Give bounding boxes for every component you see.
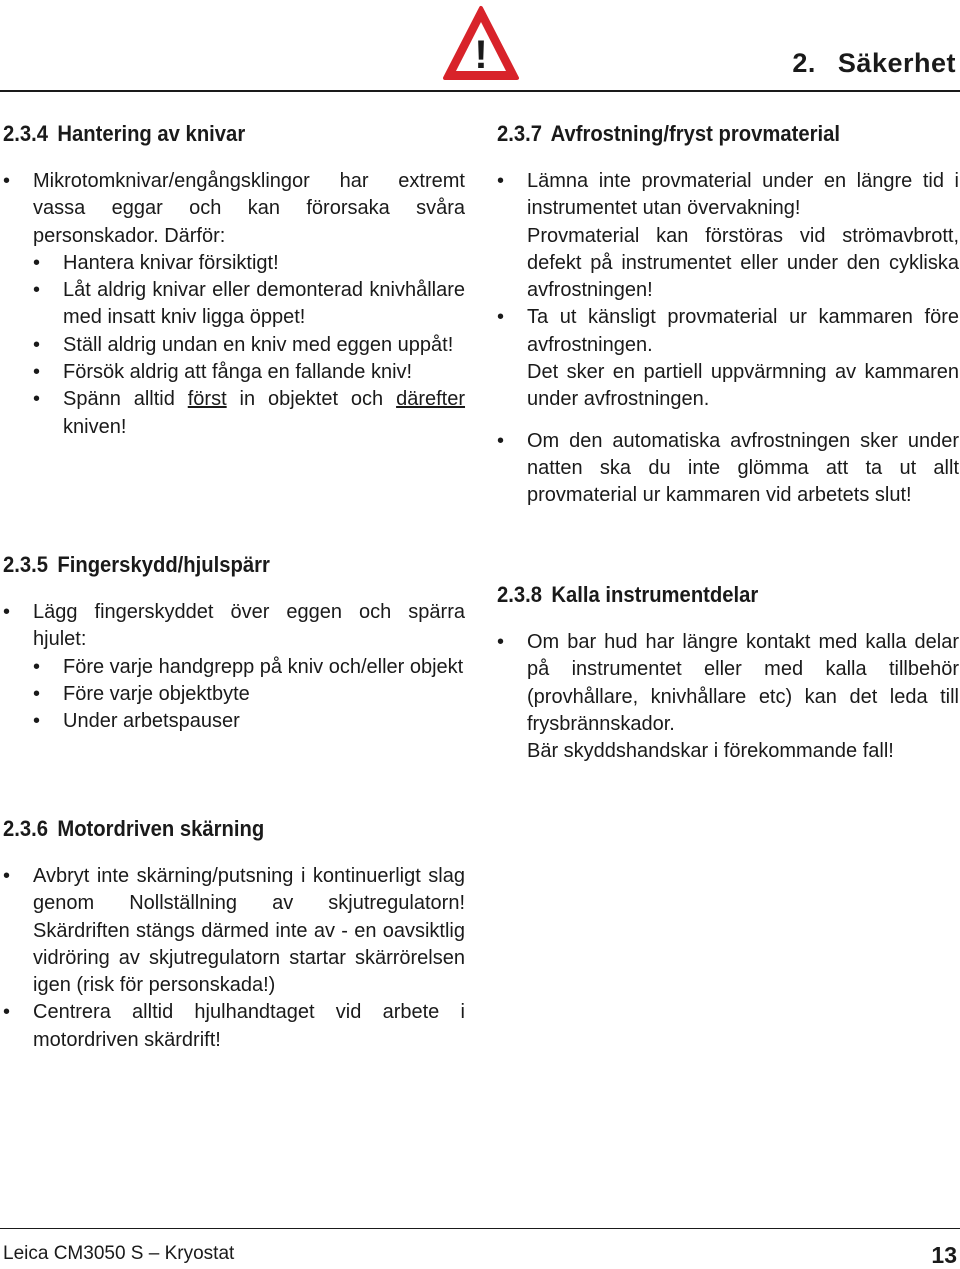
list-item: • Spänn alltid först in objektet och därefter kniven!	[33, 386, 465, 441]
section-finger-guard	[3, 551, 465, 735]
sub-bullet-list	[33, 250, 465, 441]
list-item: • Om bar hud har längre kontakt med kalla delar på instrumentet eller med kalla tillbehör (provhållare, knivhållare etc) kan det leda till frysbrännskador. Bär skyddshandskar i förekommande fall!	[497, 629, 959, 765]
bullet-list	[3, 168, 465, 441]
list-item: • Lägg fingerskyddet över eggen och spärra hjulet: • Före varje handgrepp på kniv och/eller objekt • Före varje objektbyte • Under arbetspauser	[3, 599, 465, 735]
list-item: • Låt aldrig knivar eller demonterad knivhållare med insatt kniv ligga öppet!	[33, 277, 465, 332]
list-item: • Lämna inte provmaterial under en längre tid i instrumentet utan övervakning! Provmaterial kan förstöras vid strömavbrott, defekt på instrumentet eller under den cykliska avfrostningen!	[497, 168, 959, 304]
list-item: • Under arbetspauser	[33, 708, 465, 735]
chapter-title: Säkerhet	[837, 48, 956, 78]
list-item: • Centrera alltid hjulhandtaget vid arbete i motordriven skärdrift!	[3, 999, 465, 1054]
section-heading: 2.3.7 Avfrostning/fryst provmaterial	[497, 121, 841, 146]
list-item: • Avbryt inte skärning/putsning i kontinuerligt slag genom Nollställning av skjutregulatorn! Skärdriften stängs därmed inte av - en oavsiktlig vidröring av skjutregulatorn startar skärrörelsen igen (risk för personskada!)	[3, 863, 465, 999]
chapter-heading	[792, 48, 956, 79]
section-cold-parts	[497, 581, 959, 765]
list-item: • Före varje objektbyte	[33, 681, 465, 708]
section-motor-cutting	[3, 815, 465, 1054]
warning-exclamation-mark: !	[474, 33, 488, 77]
list-item: • Hantera knivar försiktigt!	[33, 250, 465, 277]
bullet-list	[497, 629, 959, 765]
footer-product-name: Leica CM3050 S – Kryostat	[3, 1243, 235, 1264]
warning-triangle-icon	[442, 5, 520, 81]
section-heading: 2.3.4 Hantering av knivar	[3, 121, 246, 146]
sub-bullet-list	[33, 654, 465, 736]
bullet-list	[3, 863, 465, 1054]
list-item: • Ta ut känsligt provmaterial ur kammaren före avfrostningen. Det sker en partiell uppvärmning av kammaren under avfrostningen.	[497, 304, 959, 413]
list-item: • Före varje handgrepp på kniv och/eller objekt	[33, 654, 465, 681]
section-heading: 2.3.5 Fingerskydd/hjulspärr	[3, 552, 270, 577]
page-number: 13	[931, 1242, 957, 1268]
bullet-list	[3, 599, 465, 735]
header-divider	[0, 90, 960, 92]
section-heading: 2.3.6 Motordriven skärning	[3, 816, 265, 841]
section-defrosting	[497, 120, 959, 510]
bullet-list	[497, 168, 959, 510]
footer-divider	[0, 1228, 960, 1229]
section-heading: 2.3.8 Kalla instrumentdelar	[497, 582, 759, 607]
section-knife-handling	[3, 120, 465, 441]
list-item: • Ställ aldrig undan en kniv med eggen uppåt!	[33, 332, 465, 359]
list-item: • Försök aldrig att fånga en fallande kniv!	[33, 359, 465, 386]
list-item: • Mikrotomknivar/engångsklingor har extremt vassa eggar och kan förorsaka svåra personskador. Därför: • Hantera knivar försiktigt! • Låt aldrig knivar eller demonterad knivhållare med insatt kniv ligga öppet! • Ställ aldrig undan en kniv med eggen uppåt! • Försök aldrig att fånga en fallande kniv! • Spänn alltid först in objektet och därefter kniven!	[3, 168, 465, 441]
list-item: • Om den automatiska avfrostningen sker under natten ska du inte glömma att ta ut allt provmaterial ur kammaren vid arbetets slut!	[497, 428, 959, 510]
chapter-number: 2.	[792, 48, 816, 78]
